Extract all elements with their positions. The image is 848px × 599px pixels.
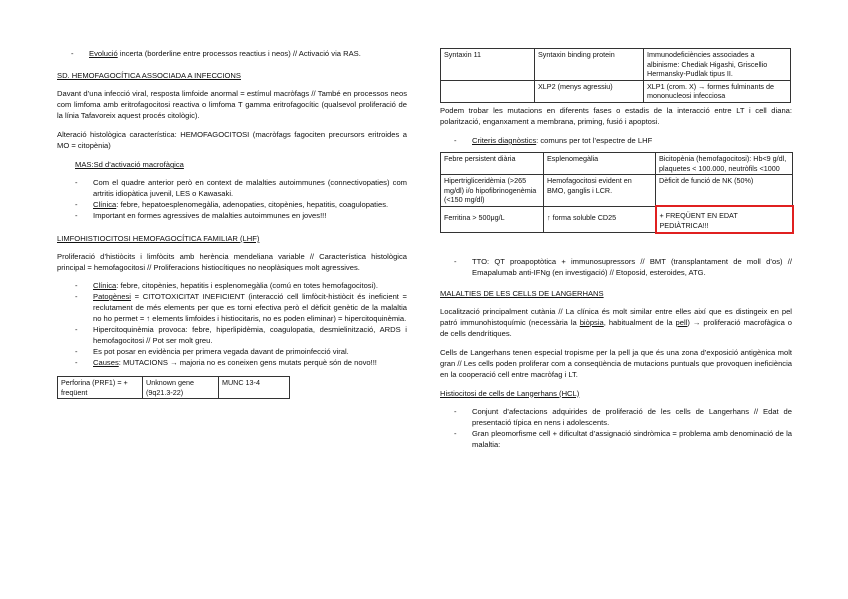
diagnostic-criteria-table [440,152,794,234]
hcl-list [454,406,792,450]
table-cell: XLP2 (menys agressiu) [535,80,644,102]
biopsia-link: biòpsia [579,317,604,327]
table-cell: Unknown gene (9q21.3-22) [143,377,219,399]
clinica-label: Clínica [93,200,117,209]
langerhans-heading: MALALTIES DE LES CELLS DE LANGERHANS [440,288,604,298]
lhf-list [75,280,407,368]
table-cell: Dèficit de funció de NK (50%) [656,175,793,207]
table-cell: Bicitopènia (hemofagocitosi): Hb<9 g/dl, plaquetes < 100.000, neutròfils <1000 [656,152,793,174]
list-item: - Important en formes agressives de malalties autoimmunes en joves!!! [75,211,327,220]
table-cell: Perforina (PRF1) = + freqüent [58,377,143,399]
criteris-bullet: - Criteris diagnòstics: comuns per tot l’espectre de LHF [454,135,653,145]
list-item: - Gran pleomorfisme cell + dificultat d’assignació sindròmica = problema amb denominació de la malaltia: [454,428,792,449]
genes-table [57,376,290,399]
patogenesi-label: Patogènesi [93,292,131,301]
list-item: - Clínica: febre, citopènies, hepatitis i esplenomegàlia (comú en totes hemofagocitosi). [75,281,378,290]
table-cell: Hemofagocitosi evident en BMO, ganglis i LCR. [544,175,656,207]
mas-list [75,177,407,221]
sd-paragraph-1: Davant d’una infecció viral, resposta limfoide anormal = estímul macròfags // També en processos neos com limfoma amb eritrofagocitosi reactiva o limfoma T gamma eritrofagocític (qualsevol proliferació de la línia Tafavoreix aquest procés citològic). [57,89,407,120]
table-cell: XLP1 (crom. X) → formes fulminants de mononucleosi infecciosa [644,80,791,102]
table-row [441,80,791,102]
evolucio-label: Evolució [89,49,118,58]
clinica-label: Clínica [93,281,117,290]
table-cell: Syntaxin 11 [441,49,535,81]
sd-heading: SD. HEMOFAGOCÍTICA ASSOCIADA A INFECCIONS [57,71,241,80]
table-cell: ↑ forma soluble CD25 [544,206,656,232]
table-row [441,175,793,207]
hcl-heading: Histiocitosi de cells de Langerhans (HCL) [440,388,580,398]
list-item: - Patogènesi = CITOTOXICITAT INEFICIENT (interacció cell limfòcit-histiòcit és ineficient = reclutament de més elements per que es torni efectiva però el dèficit genètic de la malaltia no ho permet = ↑ elements limfoides i histiocitaris, no es poden eliminar) = hipercitoquinèmia. [75,292,407,323]
evolucio-text: incerta (borderline entre processos reactius i neos) // Activació via RAS. [117,49,361,58]
right-column [440,0,792,450]
pell-link: pell [675,317,688,327]
table-cell: Syntaxin binding protein [535,49,644,81]
list-item: - Hipercitoquinèmia provoca: febre, hiperlipidèmia, coagulopatia, desmielinització, ARDS i hemofagocitosi // Pot ser molt greu. [75,325,407,345]
left-column [57,0,407,399]
table-row [441,49,791,81]
list-item: - Causes: MUTACIONS → majoria no es coneixen gens mutats perquè són de novo!!! [75,358,377,367]
table-row [441,206,793,232]
table-cell [441,80,535,102]
table-row [58,377,290,399]
bullet-marker: - [71,49,74,58]
table-row [441,152,793,174]
criteris-label: Criteris diagnòstics [472,135,537,145]
mutations-paragraph: Podem trobar les mutacions en diferents fases o estadis de la interacció entre LT i cell diana: polarització, enganxament a membrana, priming, fusió i apoptosi. [440,105,792,126]
table-cell: Esplenomegàlia [544,152,656,174]
table-cell: Hipertrigliceridèmia (>265 mg/dl) i/o hipofibrinogenèmia (<150 mg/dl) [441,175,544,207]
langerhans-paragraph-2: Cells de Langerhans tenen especial tropisme per la pell ja que és una zona d’exposició antigènica molt gran // Les cells poden proliferar com a conseqüència de mutacions puntuals que provoquen ineficiència en la cooperació cell entre macròfag i LT. [440,347,792,379]
sd-paragraph-2: Alteració histològica característica: HEMOFAGOCITOSI (macròfags fagociten precursors eritroides a MO = citopènia) [57,130,407,150]
table-cell: Febre persistent diària [441,152,544,174]
evolucio-bullet [71,48,407,59]
table-cell: Ferritina > 500μg/L [441,206,544,232]
syntaxin-table [440,48,791,103]
list-item: - Clínica: febre, hepatoesplenomegàlia, adenopaties, citopènies, hepatitis, coagulopaties. [75,200,389,209]
highlighted-pediatric-cell: + FREQÜENT EN EDAT PEDIÀTRICA!!! [656,206,793,232]
table-cell: Immunodeficiències associades a albinisme: Chediak Higashi, Griscellio Hermansky-Pudlak tipus II. [644,49,791,81]
lhf-paragraph: Proliferació d’histiòcits i limfòcits amb herència mendeliana variable // Característica histològica principal = hemofagocitosi // Proliferacions histiocítiques no neoplàsiques molt agressives. [57,252,407,272]
list-item: - Es pot posar en evidència per primera vegada davant de primoinfecció viral. [75,347,349,356]
mas-heading: MAS:Sd d’activació macrofàgica [75,160,184,169]
table-cell: MUNC 13-4 [219,377,290,399]
tto-bullet: - TTO: QT proapoptòtica + immunosupressors // BMT (transplantament de moll d’os) // Emapalumab anti-IFNg (en investigació) // Etoposid, esteroides, ATG. [454,256,792,277]
causes-label: Causes [93,358,119,367]
lhf-heading: LIMFOHISTIOCITOSI HEMOFAGOCÍTICA FAMILIAR (LHF) [57,234,260,243]
list-item: - Com el quadre anterior però en context de malalties autoimmunes (connectivopaties) com artritis idiopàtica juvenil, LES o Kawasaki. [75,178,407,198]
list-item: - Conjunt d’afectacions adquirides de proliferació de les cells de Langerhans // Edat de presentació típica en nens i adolescents. [454,406,792,427]
langerhans-paragraph-1: Localització principalment cutània // La clínica és molt similar entre elles així que es distingeix en pel patró immunohistoquímic (necessària la biòpsia, habitualment de la pell) → proliferació macrofàgica o de cells dendrítiques. [440,306,792,338]
